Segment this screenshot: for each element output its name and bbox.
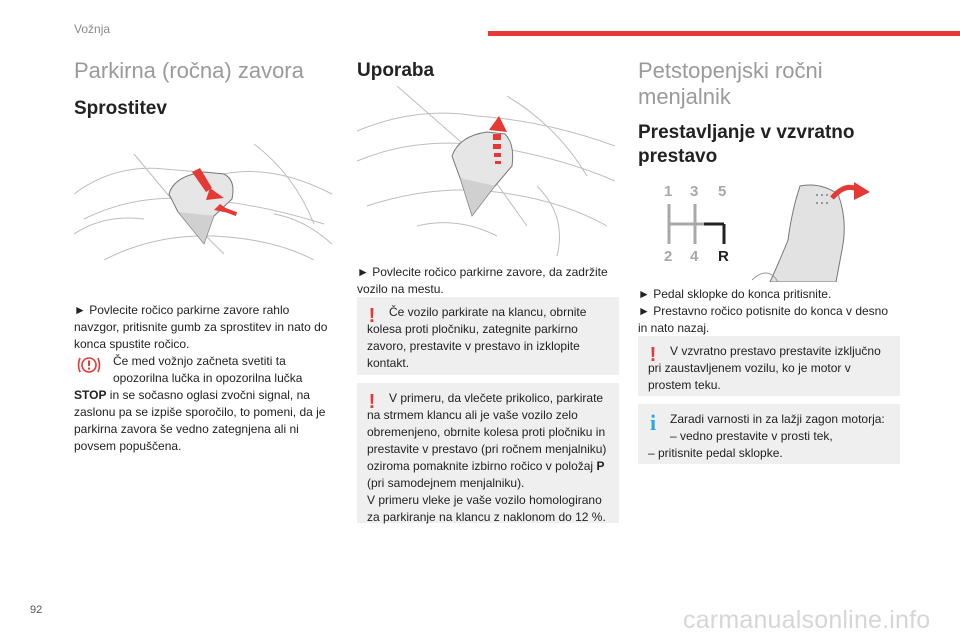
usage-title: Uporaba [357, 60, 435, 81]
exclamation-icon: ! [368, 391, 376, 413]
exclamation-icon: ! [368, 305, 376, 327]
clutch-step: ► Pedal sklopke do konca pritisnite. [638, 287, 832, 301]
safety-line-2: – vedno prestavite v prosti tek, [670, 429, 833, 443]
gear-label: 5 [718, 183, 727, 200]
warning-note-trailer [357, 383, 619, 523]
parking-brake-title: Parkirna (ročna) zavora [74, 58, 304, 83]
note-slope-text: Če vozilo parkirate na klancu, obrnite kolesa proti pločniku, zategnite parkirno zavoro, prestavite v prestavo in izklopite kontakt. [367, 305, 587, 370]
warning-line-2: opozorilna lučka in opozorilna lučka [113, 371, 303, 385]
info-icon: i [649, 410, 657, 435]
handbrake-apply-illustration [357, 86, 615, 256]
gear-label: 1 [664, 183, 673, 200]
section-header: Vožnja [74, 22, 111, 36]
release-subtitle: Sprostitev [74, 98, 167, 119]
gear-label-reverse: R [718, 248, 729, 265]
safety-line-1: Zaradi varnosti in za lažji zagon motorja: [670, 412, 885, 426]
gear-label: 4 [690, 248, 699, 265]
gear-pattern-illustration [660, 180, 880, 282]
warning-note-reverse [638, 336, 900, 396]
stop-label: STOP [74, 388, 107, 402]
note-trailer-text: V primeru, da vlečete prikolico, parkirate na strmem klancu ali je vaše vozilo zelo obremenjeno, obrnite kolesa proti pločniku in prestavite v prestavo (pri ročnem menjalniku) oziroma pomaknite izbirno ročico v položaj P (pri samodejnem menjalniku). [367, 391, 607, 490]
warning-paragraph [74, 387, 332, 455]
watermark: carmanualsonline.info [683, 606, 931, 634]
header-accent-bar [488, 31, 960, 36]
note-towing-text: V primeru vleke je vaše vozilo homologirano za parkiranje na klancu z naklonom do 12 %. [367, 493, 606, 524]
apply-instruction: ► Povlecite ročico parkirne zavore, da zadržite vozilo na mestu. [357, 265, 608, 296]
reverse-subtitle: Prestavljanje v vzvratno prestavo [638, 122, 855, 167]
info-note-safety [638, 404, 900, 464]
handbrake-release-illustration [74, 124, 332, 260]
brake-warning-icon [76, 354, 102, 376]
shift-step: ► Prestavno ročico potisnite do konca v desno in nato nazaj. [638, 304, 889, 335]
safety-line-3: – pritisnite pedal sklopke. [648, 446, 783, 460]
exclamation-icon: ! [649, 344, 657, 366]
release-instruction: ► Povlecite ročico parkirne zavore rahlo navzgor, pritisnite gumb za sprostitev in nato do konca spustite ročico. [74, 303, 328, 351]
gear-label: 2 [664, 248, 673, 265]
page-number: 92 [30, 604, 43, 616]
warning-note-slope [357, 297, 619, 375]
note-reverse-text: V vzvratno prestavo prestavite izključno pri zaustavljenem vozilu, ko je motor v prostem teku. [648, 344, 881, 392]
gearbox-title: Petstopenjski ročni menjalnik [638, 58, 823, 109]
warning-line-1: Če med vožnjo začneta svetiti ta [113, 354, 286, 368]
gear-label: 3 [690, 183, 699, 200]
warning-rest: in se sočasno oglasi zvočni signal, na zaslonu pa se izpiše sporočilo, to pomeni, da je parkirna zavora še vedno zategnjena ali ni povsem popuščena. [74, 388, 326, 453]
